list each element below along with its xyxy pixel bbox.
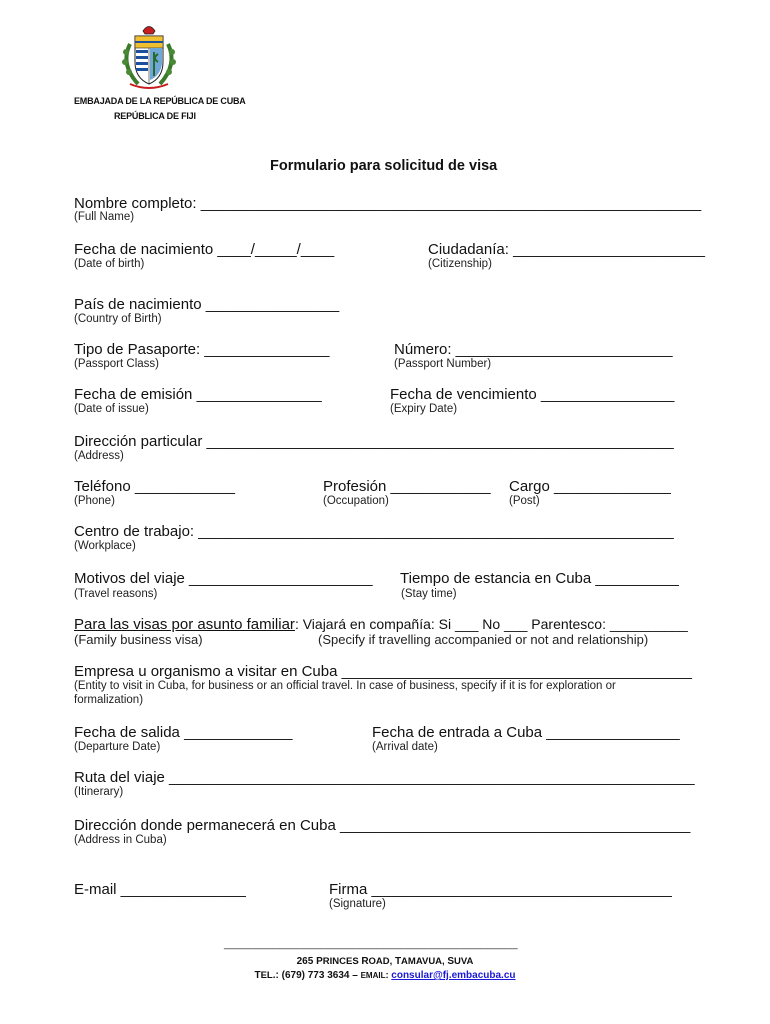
family-visa-caption-detail: (Specify if travelling accompanied or not and relationship) bbox=[318, 632, 649, 647]
arrival-date-field[interactable]: Fecha de entrada a Cuba ________________ bbox=[372, 724, 680, 741]
country-name: REPÚBLICA DE FIJI bbox=[114, 111, 196, 121]
consular-email-link[interactable]: consular@fj.embacuba.cu bbox=[391, 970, 516, 981]
passport-number-field[interactable]: Número: __________________________ bbox=[394, 341, 673, 358]
address-in-cuba-caption: (Address in Cuba) bbox=[74, 834, 167, 846]
address-caption: (Address) bbox=[74, 450, 124, 462]
signature-caption: (Signature) bbox=[329, 898, 386, 910]
issue-date-caption: (Date of issue) bbox=[74, 403, 149, 415]
email-field[interactable]: E-mail _______________ bbox=[74, 881, 246, 898]
signature-field[interactable]: Firma ____________________________________ bbox=[329, 881, 672, 898]
travel-reasons-field[interactable]: Motivos del viaje ______________________ bbox=[74, 570, 373, 587]
arrival-date-caption: (Arrival date) bbox=[372, 741, 438, 753]
issue-date-field[interactable]: Fecha de emisión _______________ bbox=[74, 386, 322, 403]
phone-field[interactable]: Teléfono ____________ bbox=[74, 478, 235, 495]
embassy-name: EMBAJADA DE LA REPÚBLICA DE CUBA bbox=[74, 96, 246, 106]
workplace-field[interactable]: Centro de trabajo: _________________________________________________________ bbox=[74, 523, 674, 540]
family-visa-options: : Viajará en compañía: Si ___ No ___ Parentesco: __________ bbox=[294, 616, 688, 632]
departure-date-field[interactable]: Fecha de salida _____________ bbox=[74, 724, 293, 741]
departure-date-caption: (Departure Date) bbox=[74, 741, 161, 753]
citizenship-caption: (Citizenship) bbox=[428, 258, 492, 270]
entity-caption-line2: formalization) bbox=[74, 694, 144, 706]
full-name-field[interactable]: Nombre completo: ____________________________________________________________ bbox=[74, 195, 702, 212]
full-name-caption: (Full Name) bbox=[74, 211, 135, 223]
citizenship-field[interactable]: Ciudadanía: _______________________ bbox=[428, 241, 705, 258]
form-title: Formulario para solicitud de visa bbox=[270, 158, 498, 174]
footer-contact: TEL.: (679) 773 3634 – EMAIL: consular@fj.embacuba.cu bbox=[254, 970, 516, 981]
entity-field[interactable]: Empresa u organismo a visitar en Cuba __________________________________________ bbox=[74, 663, 693, 680]
entity-caption-line1: (Entity to visit in Cuba, for business or an official travel. In case of business, specify if it is for exploration or bbox=[74, 680, 616, 692]
address-in-cuba-field[interactable]: Dirección donde permanecerá en Cuba __________________________________________ bbox=[74, 817, 691, 834]
passport-type-caption: (Passport Class) bbox=[74, 358, 159, 370]
passport-number-caption: (Passport Number) bbox=[394, 358, 492, 370]
country-of-birth-field[interactable]: País de nacimiento ________________ bbox=[74, 296, 340, 313]
expiry-date-caption: (Expiry Date) bbox=[390, 403, 458, 415]
travel-reasons-caption: (Travel reasons) bbox=[74, 588, 158, 600]
post-field[interactable]: Cargo ______________ bbox=[509, 478, 671, 495]
coat-of-arms-emblem bbox=[116, 22, 182, 90]
dob-caption: (Date of birth) bbox=[74, 258, 145, 270]
stay-time-caption: (Stay time) bbox=[401, 588, 457, 600]
workplace-caption: (Workplace) bbox=[74, 540, 136, 552]
occupation-field[interactable]: Profesión ____________ bbox=[323, 478, 491, 495]
family-visa-heading: Para las visas por asunto familiar bbox=[74, 616, 295, 633]
occupation-caption: (Occupation) bbox=[323, 495, 389, 507]
itinerary-field[interactable]: Ruta del viaje _______________________________________________________________ bbox=[74, 769, 695, 786]
stay-time-field[interactable]: Tiempo de estancia en Cuba __________ bbox=[400, 570, 679, 587]
itinerary-caption: (Itinerary) bbox=[74, 786, 124, 798]
address-field[interactable]: Dirección particular ________________________________________________________ bbox=[74, 433, 674, 450]
post-caption: (Post) bbox=[509, 495, 540, 507]
phone-caption: (Phone) bbox=[74, 495, 115, 507]
passport-type-field[interactable]: Tipo de Pasaporte: _______________ bbox=[74, 341, 330, 358]
expiry-date-field[interactable]: Fecha de vencimiento ________________ bbox=[390, 386, 675, 403]
family-visa-caption: (Family business visa) bbox=[74, 632, 203, 647]
footer-address: 265 PRINCES ROAD, TAMAVUA, SUVA bbox=[296, 956, 474, 967]
dob-field[interactable]: Fecha de nacimiento ____/_____/____ bbox=[74, 241, 335, 258]
footer-rule: ________________________________________________ bbox=[224, 938, 518, 950]
country-of-birth-caption: (Country of Birth) bbox=[74, 313, 162, 325]
family-visa-field[interactable] bbox=[74, 616, 688, 633]
